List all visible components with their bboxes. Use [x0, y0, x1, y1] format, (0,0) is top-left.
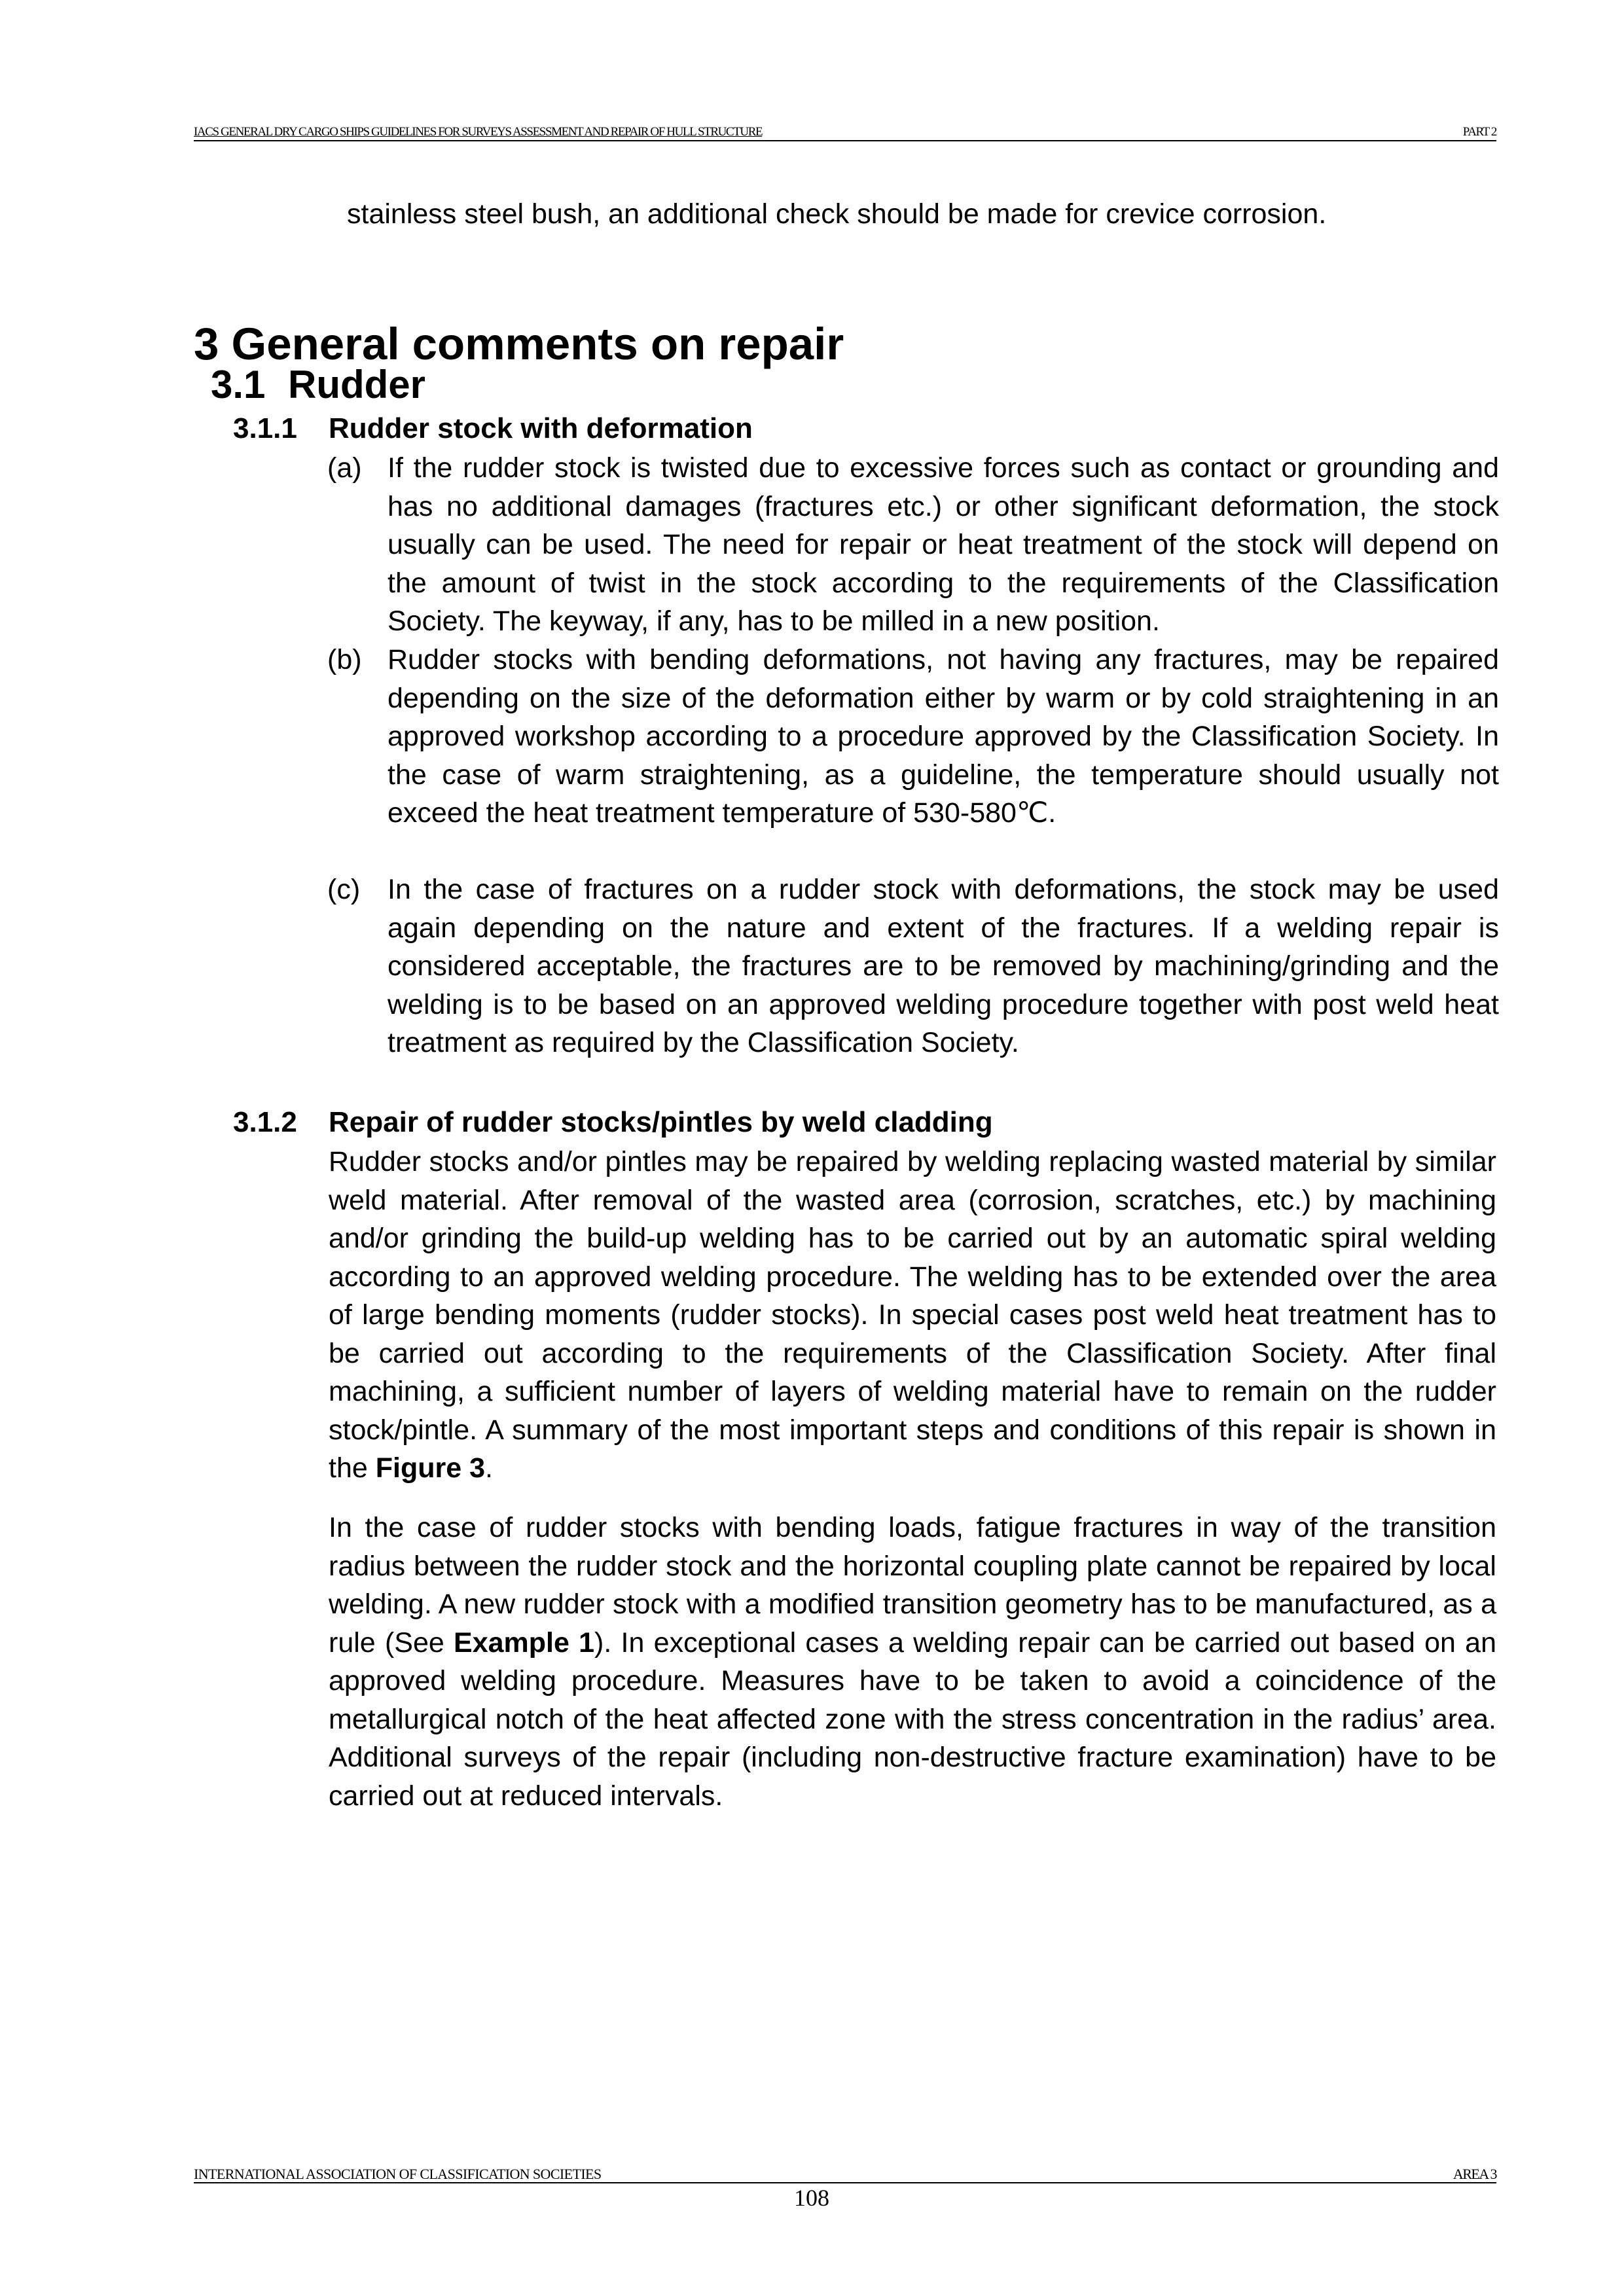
- list-item-text: If the rudder stock is twisted due to excessive forces such as contact or grounding and has no additional damages (fractures etc.) or other significant deformation, the stock usually can be used. The need for repair or heat treatment of the stock will depend on the amount of twist in the stock according to the requirements of the Classification Society. The keyway, if any, has to be milled in a new position.: [388, 452, 1499, 637]
- paragraph-fatigue-fractures: [329, 1509, 1496, 1815]
- list-item-a: [327, 449, 1499, 641]
- paragraph-weld-cladding: [329, 1143, 1496, 1488]
- example-reference: Example 1: [454, 1626, 595, 1659]
- list-item-text: Rudder stocks with bending deformations, not having any fractures, may be repaired depending on the size of the deformation either by warm or by cold straightening in an approved workshop according to a procedure approved by the Classification Society. In the case of warm straightening, as a guideline, the temperature should usually not exceed the heat treatment temperature of 530-580℃.: [388, 644, 1499, 829]
- page-header: [194, 124, 1496, 141]
- list-item-label: (b): [327, 644, 362, 675]
- figure-reference: Figure 3: [375, 1452, 485, 1484]
- list-item-label: (a): [327, 452, 362, 484]
- paragraph-text: In the case of rudder stocks with bending loads, fatigue fractures in way of the transition radius between the rudder stock and the horizontal coupling plate cannot be repaired by local welding. A new rudder stock with a modified transition geometry has to be manufactured, as a rule (See: [329, 1512, 1496, 1659]
- paragraph-end: .: [485, 1452, 493, 1484]
- list-item-c: [327, 870, 1499, 1062]
- subsection-title: Rudder: [288, 363, 425, 406]
- list-item-label: (c): [327, 874, 361, 905]
- subsection-heading: [211, 362, 425, 408]
- footer-organization: INTERNATIONAL ASSOCIATION OF CLASSIFICATION SOCIETIES: [194, 2166, 602, 2182]
- heading-number: 3.1.2: [233, 1106, 297, 1138]
- heading-title: Repair of rudder stocks/pintles by weld cladding: [329, 1106, 993, 1138]
- footer-area: AREA 3: [1453, 2166, 1496, 2182]
- header-part: PART 2: [1462, 125, 1496, 139]
- heading-number: 3.1.1: [233, 412, 297, 444]
- subsection-number: 3.1: [211, 363, 266, 406]
- heading-title: Rudder stock with deformation: [329, 412, 753, 444]
- paragraph-text: Rudder stocks and/or pintles may be repaired by welding replacing wasted material by similar weld material. After removal of the wasted area (corrosion, scratches, etc.) by machining and/or grinding the build-up welding has to be carried out by an automatic spiral welding according to an approved welding procedure. The welding has to be extended over the area of large bending moments (rudder stocks). In special cases post weld heat treatment has to be carried out according to the requirements of the Classification Society. After final machining, a sufficient number of layers of welding material have to remain on the rudder stock/pintle. A summary of the most important steps and conditions of this repair is shown in the: [329, 1146, 1496, 1484]
- list-item-text: In the case of fractures on a rudder stock with deformations, the stock may be used again depending on the nature and extent of the fractures. If a welding repair is considered acceptable, the fractures are to be removed by machining/grinding and the welding is to be based on an approved welding procedure together with post weld heat treatment as required by the Classification Society.: [388, 874, 1499, 1058]
- page-footer: [194, 2166, 1496, 2183]
- header-title: IACS GENERAL DRY CARGO SHIPS GUIDELINES FOR SURVEYS ASSESSMENT AND REPAIR OF HULL STRUCTURE: [194, 125, 763, 139]
- paragraph-text-continued: ). In exceptional cases a welding repair can be carried out based on an approved welding procedure. Measures have to be taken to avoid a coincidence of the metallurgical notch of the heat affected zone with the stress concentration in the radius’ area. Additional surveys of the repair (including non-destructive fracture examination) have to be carried out at reduced intervals.: [329, 1626, 1496, 1812]
- continuation-text: stainless steel bush, an additional check should be made for crevice corrosion.: [347, 198, 1327, 230]
- section-heading: 3 General comments on repair: [194, 319, 844, 369]
- list-item-b: [327, 641, 1499, 833]
- page-number: 108: [794, 2185, 829, 2211]
